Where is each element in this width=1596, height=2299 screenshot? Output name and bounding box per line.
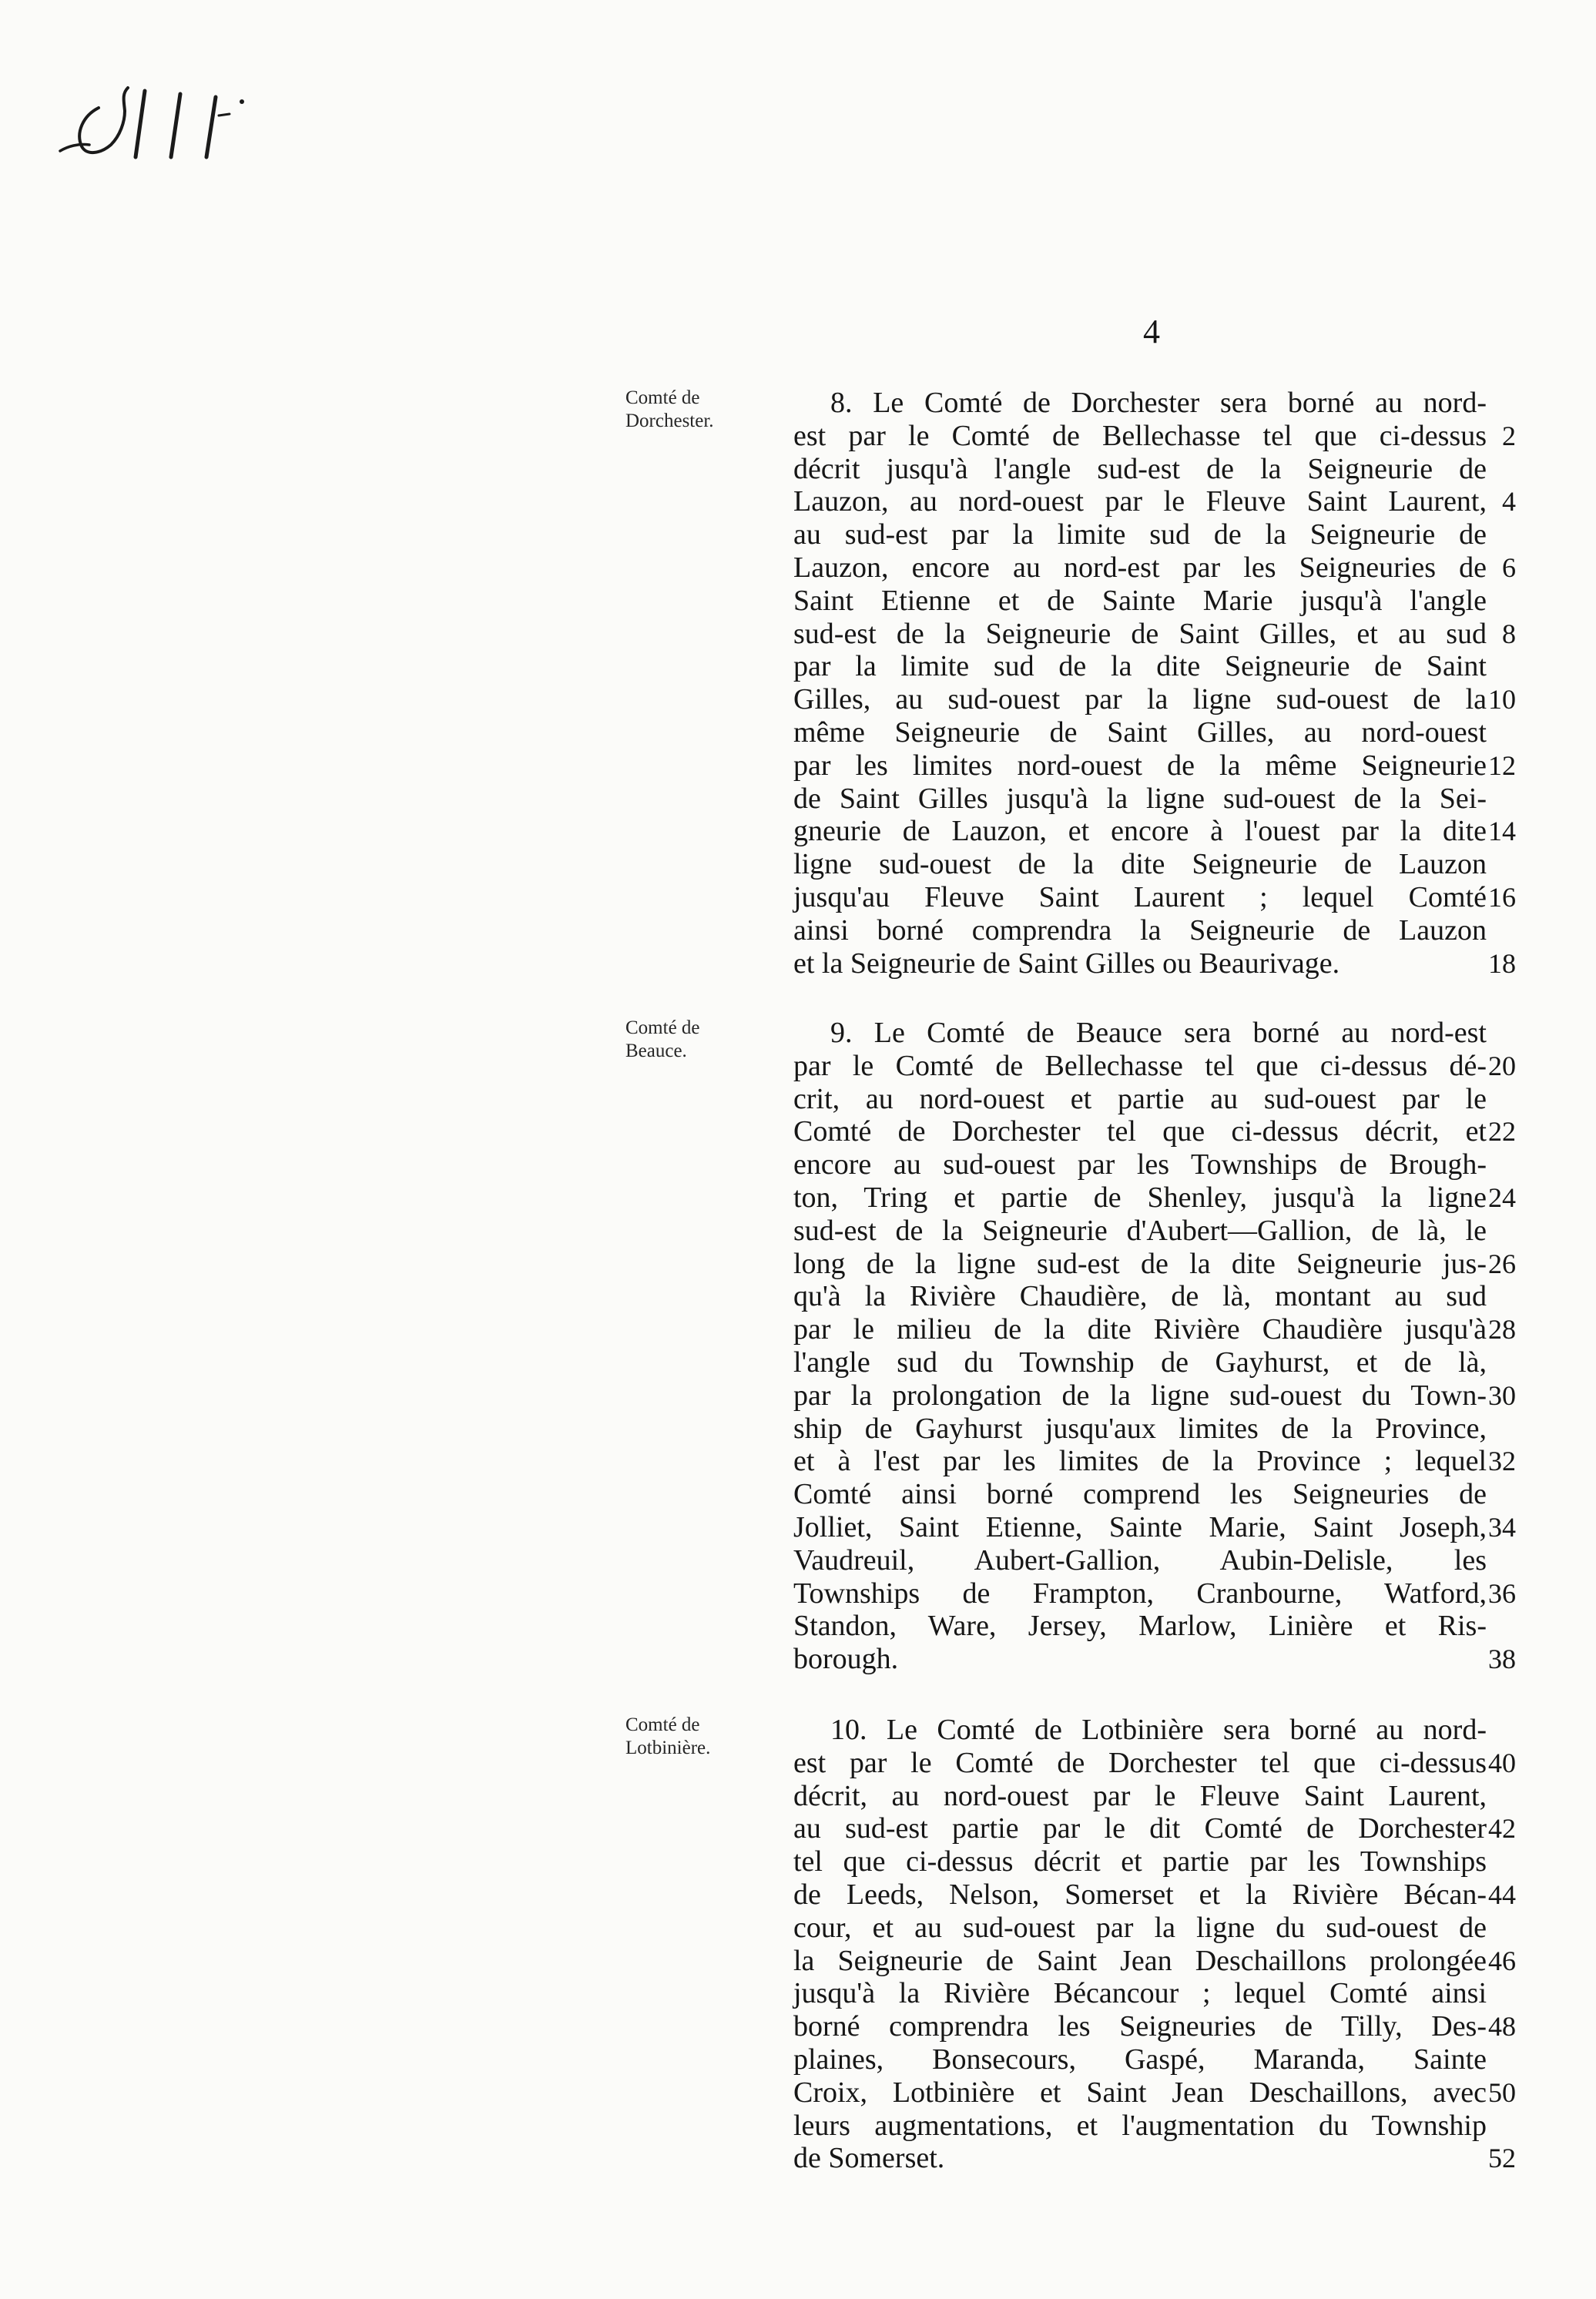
text-line — [793, 1746, 1516, 1780]
text-line — [793, 419, 1516, 453]
line-text: crit, au nord-ouest et partie au sud-ouest par le — [793, 1082, 1487, 1115]
text-line — [793, 1577, 1516, 1610]
line-text: Gilles, au sud-ouest par la ligne sud-ouest de la — [793, 683, 1487, 716]
line-text: de Somerset. — [793, 2142, 945, 2175]
line-text: par les limites nord-ouest de la même Seigneurie — [793, 749, 1487, 782]
line-text: de Saint Gilles jusqu'à la ligne sud-ouest de la Sei- — [793, 782, 1487, 815]
margin-note — [625, 387, 787, 433]
text-line — [793, 1714, 1510, 1747]
line-text: jusqu'au Fleuve Saint Laurent ; lequel Comté — [793, 880, 1487, 913]
line-number: 26 — [1488, 1248, 1516, 1279]
line-number: 50 — [1488, 2076, 1516, 2108]
line-number: 18 — [1488, 947, 1516, 979]
text-line — [793, 1845, 1510, 1878]
text-line — [793, 1215, 1510, 1248]
text-line — [793, 880, 1516, 914]
line-text: de Leeds, Nelson, Somerset et la Rivière Bécan- — [793, 1878, 1487, 1911]
text-line — [793, 650, 1510, 683]
line-number: 36 — [1488, 1577, 1516, 1609]
line-text: est par le Comté de Dorchester tel que ci-dessus — [793, 1746, 1487, 1779]
article-body — [793, 387, 1516, 980]
line-number: 20 — [1488, 1050, 1516, 1081]
line-text: gneurie de Lauzon, et encore à l'ouest par la dite — [793, 815, 1487, 848]
text-line — [793, 716, 1510, 749]
text-line — [793, 1445, 1516, 1478]
text-line — [793, 1912, 1510, 1945]
line-number: 30 — [1488, 1379, 1516, 1411]
line-number: 2 — [1502, 420, 1516, 451]
line-number: 6 — [1502, 551, 1516, 583]
text-line — [793, 2010, 1516, 2043]
text-line — [793, 1510, 1516, 1544]
line-text: au sud-est par la limite sud de la Seigneurie de — [793, 518, 1487, 551]
text-line — [793, 387, 1510, 420]
article-body — [793, 1017, 1516, 1676]
line-number: 4 — [1502, 486, 1516, 518]
text-line — [793, 1780, 1510, 1813]
text-line — [793, 1247, 1516, 1281]
line-text: au sud-est partie par le dit Comté de Dorchester — [793, 1812, 1487, 1845]
text-line — [793, 1643, 1516, 1676]
line-text: qu'à la Rivière Chaudière, de là, montant au sud — [793, 1280, 1487, 1313]
line-text: ship de Gayhurst jusqu'aux limites de la Province, — [793, 1412, 1487, 1445]
line-text: et la Seigneurie de Saint Gilles ou Beaurivage. — [793, 947, 1340, 980]
text-line — [793, 1017, 1510, 1050]
line-text: 8. Le Comté de Dorchester sera borné au nord- — [830, 387, 1487, 419]
line-text: encore au sud-ouest par les Townships de Brough- — [793, 1148, 1487, 1181]
text-line — [793, 783, 1510, 816]
margin-note-line: Lotbinière. — [625, 1738, 711, 1758]
line-text: ligne sud-ouest de la dite Seigneurie de Lauzon — [793, 848, 1487, 881]
line-text: décrit jusqu'à l'angle sud-est de la Seigneurie de — [793, 452, 1487, 485]
line-text: 10. Le Comté de Lotbinière sera borné au nord- — [830, 1714, 1487, 1746]
text-line — [793, 2043, 1510, 2076]
line-text: sud-est de la Seigneurie de Saint Gilles, et au sud — [793, 617, 1487, 650]
line-text: borough. — [793, 1643, 899, 1676]
line-number: 22 — [1488, 1116, 1516, 1148]
line-text: Standon, Ware, Jersey, Marlow, Linière et Ris- — [793, 1610, 1487, 1643]
line-number: 42 — [1488, 1813, 1516, 1845]
line-number: 32 — [1488, 1446, 1516, 1477]
text-line — [793, 453, 1510, 486]
line-text: sud-est de la Seigneurie d'Aubert—Gallion, de là, le — [793, 1214, 1487, 1247]
text-line — [793, 1148, 1510, 1181]
page-number: 4 — [1143, 313, 1160, 350]
line-text: même Seigneurie de Saint Gilles, au nord-ouest — [793, 716, 1487, 749]
text-line — [793, 1544, 1510, 1577]
text-line — [793, 1478, 1510, 1511]
margin-note-line: Comté de — [625, 387, 700, 408]
line-text: Vaudreuil, Aubert-Gallion, Aubin-Delisle, les — [793, 1543, 1487, 1577]
line-number: 40 — [1488, 1747, 1516, 1778]
text-line — [793, 914, 1510, 947]
line-text: Townships de Frampton, Cranbourne, Watford, — [793, 1577, 1487, 1610]
line-number: 34 — [1488, 1511, 1516, 1543]
text-line — [793, 1115, 1516, 1148]
text-line — [793, 1346, 1510, 1379]
text-line — [793, 2076, 1516, 2110]
line-text: l'angle sud du Township de Gayhurst, et de là, — [793, 1346, 1487, 1379]
line-number: 12 — [1488, 749, 1516, 781]
line-text: long de la ligne sud-est de la dite Seigneurie jus- — [793, 1247, 1487, 1280]
line-text: est par le Comté de Bellechasse tel que ci-dessus — [793, 419, 1487, 452]
margin-note-line: Comté de — [625, 1017, 700, 1038]
text-line — [793, 815, 1516, 848]
text-line — [793, 1181, 1516, 1215]
line-text: Saint Etienne et de Sainte Marie jusqu'à l'angle — [793, 584, 1487, 617]
line-text: 9. Le Comté de Beauce sera borné au nord-est — [830, 1017, 1487, 1049]
line-text: jusqu'à la Rivière Bécancour ; lequel Comté ainsi — [793, 1977, 1487, 2010]
line-number: 24 — [1488, 1181, 1516, 1213]
text-line — [793, 683, 1516, 716]
line-number: 16 — [1488, 881, 1516, 913]
text-line — [793, 585, 1510, 618]
line-text: décrit, au nord-ouest par le Fleuve Saint Laurent, — [793, 1779, 1487, 1812]
line-number: 48 — [1488, 2011, 1516, 2043]
line-text: et à l'est par les limites de la Province ; lequel — [793, 1445, 1487, 1478]
line-number: 46 — [1488, 1945, 1516, 1976]
text-line — [793, 1977, 1510, 2010]
text-line — [793, 1812, 1516, 1845]
line-text: par la prolongation de la ligne sud-ouest du Town- — [793, 1379, 1487, 1412]
line-number: 44 — [1488, 1878, 1516, 1910]
line-number: 28 — [1488, 1314, 1516, 1346]
text-line — [793, 1379, 1516, 1413]
line-text: ton, Tring et partie de Shenley, jusqu'à la ligne — [793, 1181, 1487, 1214]
margin-note — [625, 1017, 787, 1063]
line-text: Jolliet, Saint Etienne, Sainte Marie, Saint Joseph, — [793, 1510, 1487, 1543]
line-text: cour, et au sud-ouest par la ligne du sud-ouest de — [793, 1911, 1487, 1944]
line-text: par le milieu de la dite Rivière Chaudière jusqu'à — [793, 1313, 1487, 1346]
line-number: 52 — [1488, 2143, 1516, 2174]
line-number: 38 — [1488, 1644, 1516, 1675]
text-line — [793, 848, 1510, 881]
text-line — [793, 485, 1516, 518]
text-line — [793, 1878, 1516, 1912]
text-line — [793, 1083, 1510, 1116]
line-text: Lauzon, encore au nord-est par les Seigneuries de — [793, 551, 1487, 584]
line-text: borné comprendra les Seigneuries de Tilly, Des- — [793, 2010, 1487, 2043]
text-line — [793, 947, 1516, 980]
line-number: 14 — [1488, 816, 1516, 847]
line-text: ainsi borné comprendra la Seigneurie de Lauzon — [793, 913, 1487, 947]
text-line — [793, 1049, 1516, 1083]
line-text: la Seigneurie de Saint Jean Deschaillons prolongée — [793, 1944, 1487, 1977]
line-text: par la limite sud de la dite Seigneurie de Saint — [793, 650, 1487, 683]
margin-note — [625, 1714, 787, 1760]
text-line — [793, 1610, 1510, 1643]
margin-note-line: Dorchester. — [625, 411, 714, 431]
text-line — [793, 518, 1510, 551]
line-text: Croix, Lotbinière et Saint Jean Deschaillons, avec — [793, 2076, 1487, 2109]
text-line — [793, 1944, 1516, 1978]
margin-note-line: Beauce. — [625, 1041, 687, 1061]
line-text: tel que ci-dessus décrit et partie par les Townships — [793, 1845, 1487, 1878]
text-line — [793, 617, 1516, 651]
line-text: Lauzon, au nord-ouest par le Fleuve Saint Laurent, — [793, 485, 1487, 518]
text-line — [793, 2142, 1516, 2175]
line-text: Comté ainsi borné comprend les Seigneuries de — [793, 1478, 1487, 1511]
article-body — [793, 1714, 1516, 2175]
margin-note-line: Comté de — [625, 1714, 700, 1735]
line-text: par le Comté de Bellechasse tel que ci-dessus dé- — [793, 1049, 1487, 1082]
text-line — [793, 2110, 1510, 2143]
text-line — [793, 551, 1516, 585]
text-line — [793, 1313, 1516, 1346]
text-line — [793, 1280, 1510, 1313]
text-line — [793, 749, 1516, 783]
line-text: leurs augmentations, et l'augmentation du Township — [793, 2109, 1487, 2142]
line-text: plaines, Bonsecours, Gaspé, Maranda, Sainte — [793, 2043, 1487, 2076]
line-number: 8 — [1502, 618, 1516, 649]
text-line — [793, 1413, 1510, 1446]
handwritten-folio-text: 1111 — [45, 71, 46, 72]
line-text: Comté de Dorchester tel que ci-dessus décrit, et — [793, 1115, 1487, 1148]
handwritten-folio-mark — [45, 71, 276, 171]
line-number: 10 — [1488, 684, 1516, 716]
